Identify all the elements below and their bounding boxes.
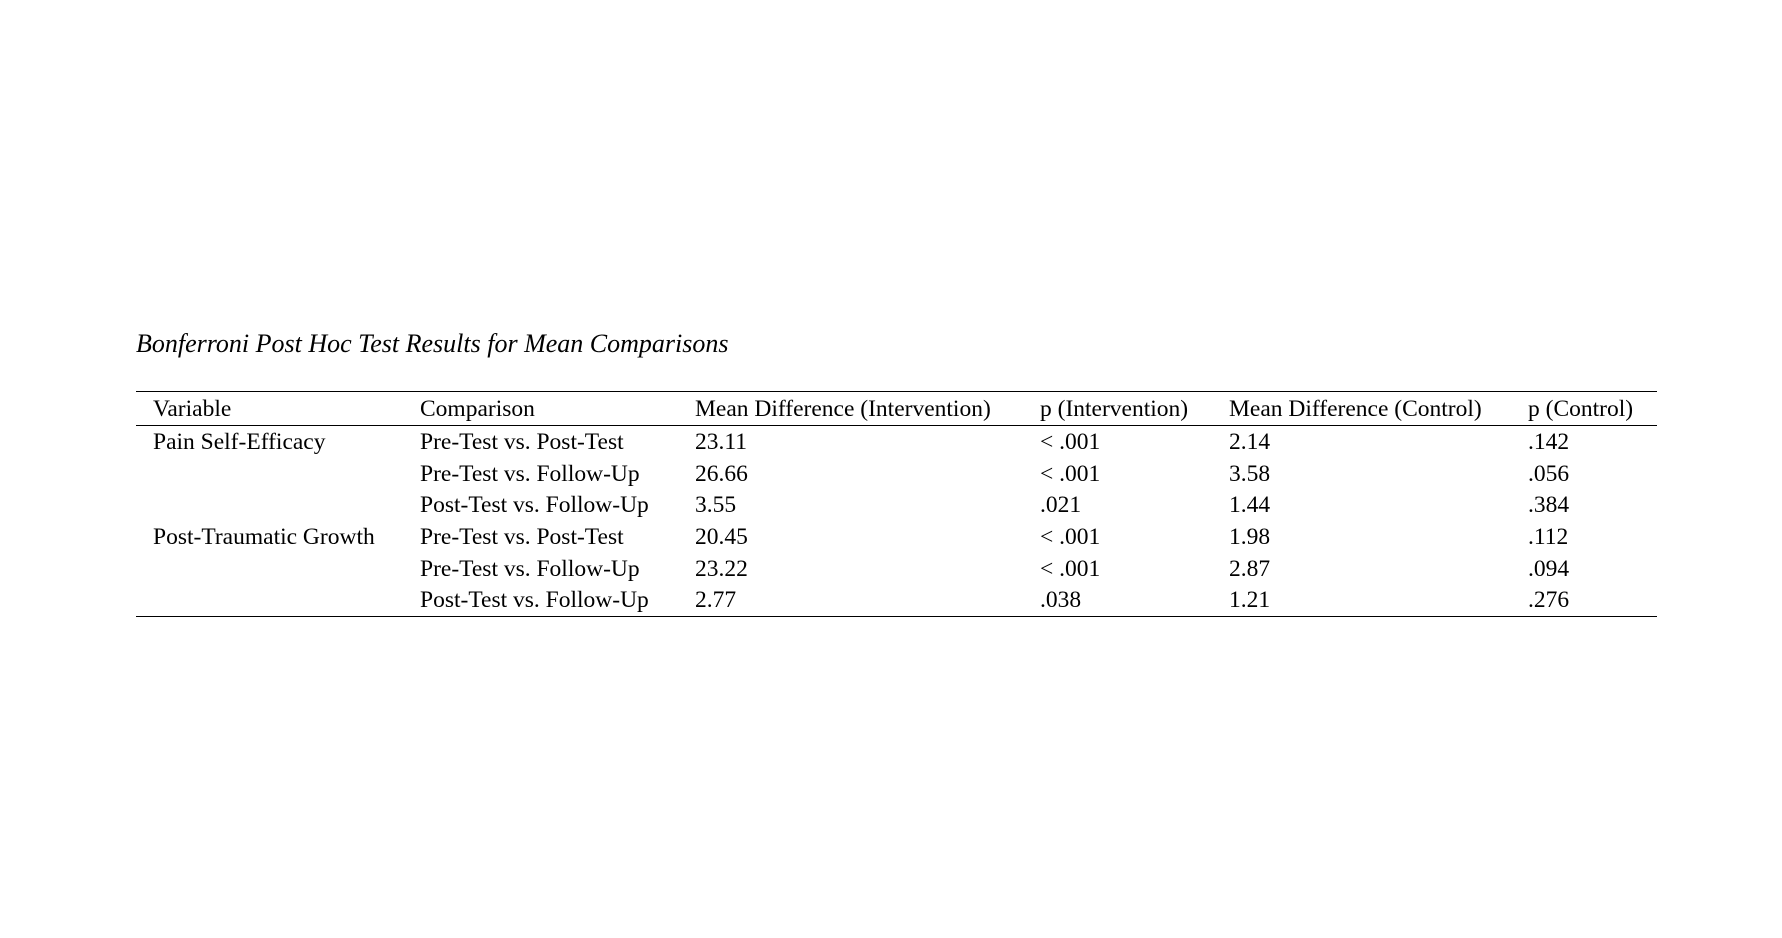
cell-mean-diff-intervention: 23.22 — [695, 555, 748, 582]
header-mean-diff-control: Mean Difference (Control) — [1212, 392, 1511, 426]
table-row — [136, 553, 1657, 585]
cell-mean-diff-control: 3.58 — [1229, 460, 1271, 487]
cell-comparison: Post-Test vs. Follow-Up — [403, 584, 678, 616]
cell-mean-diff-control: 1.21 — [1212, 584, 1511, 616]
cell-mean-diff-intervention: 2.77 — [678, 584, 1023, 616]
table-row — [136, 458, 1657, 490]
cell-comparison: Pre-Test vs. Post-Test — [420, 523, 624, 550]
header-variable: Variable — [136, 392, 403, 426]
cell-p-control: .112 — [1528, 523, 1569, 550]
cell-p-control: .276 — [1511, 584, 1657, 616]
cell-mean-diff-control: 2.87 — [1229, 555, 1271, 582]
cell-variable — [136, 584, 403, 616]
cell-comparison: Pre-Test vs. Post-Test — [420, 428, 624, 455]
cell-mean-diff-control: 2.14 — [1229, 428, 1271, 455]
header-comparison: Comparison — [403, 392, 678, 426]
cell-p-intervention: .038 — [1023, 584, 1212, 616]
cell-p-control: .384 — [1528, 492, 1570, 519]
cell-p-intervention: < .001 — [1040, 460, 1101, 487]
cell-mean-diff-intervention: 3.55 — [695, 492, 737, 519]
table-caption: Bonferroni Post Hoc Test Results for Mean Comparisons — [136, 329, 729, 358]
cell-mean-diff-control: 1.44 — [1229, 492, 1271, 519]
cell-p-control: .056 — [1528, 460, 1570, 487]
table-row — [136, 489, 1657, 521]
cell-mean-diff-intervention: 20.45 — [695, 523, 748, 550]
cell-mean-diff-intervention: 26.66 — [695, 460, 748, 487]
cell-p-control: .094 — [1528, 555, 1570, 582]
table-row — [136, 426, 1657, 458]
cell-variable: Post-Traumatic Growth — [153, 523, 375, 550]
cell-comparison: Pre-Test vs. Follow-Up — [420, 555, 640, 582]
results-table — [136, 391, 1657, 617]
cell-variable — [136, 553, 403, 585]
table-row — [136, 521, 1657, 553]
cell-p-intervention: .021 — [1040, 492, 1082, 519]
cell-variable: Pain Self-Efficacy — [153, 428, 326, 455]
cell-p-intervention: < .001 — [1040, 523, 1101, 550]
cell-variable — [136, 458, 403, 490]
header-p-intervention: p (Intervention) — [1023, 392, 1212, 426]
table-row — [136, 584, 1657, 616]
cell-comparison: Post-Test vs. Follow-Up — [420, 492, 649, 519]
header-p-control: p (Control) — [1511, 392, 1657, 426]
cell-p-intervention: < .001 — [1040, 428, 1101, 455]
cell-p-intervention: < .001 — [1040, 555, 1101, 582]
cell-p-control: .142 — [1528, 428, 1570, 455]
cell-variable — [136, 489, 403, 521]
cell-mean-diff-control: 1.98 — [1229, 523, 1271, 550]
cell-comparison: Pre-Test vs. Follow-Up — [420, 460, 640, 487]
cell-mean-diff-intervention: 23.11 — [695, 428, 748, 455]
header-row — [136, 392, 1657, 426]
header-mean-diff-intervention: Mean Difference (Intervention) — [678, 392, 1023, 426]
